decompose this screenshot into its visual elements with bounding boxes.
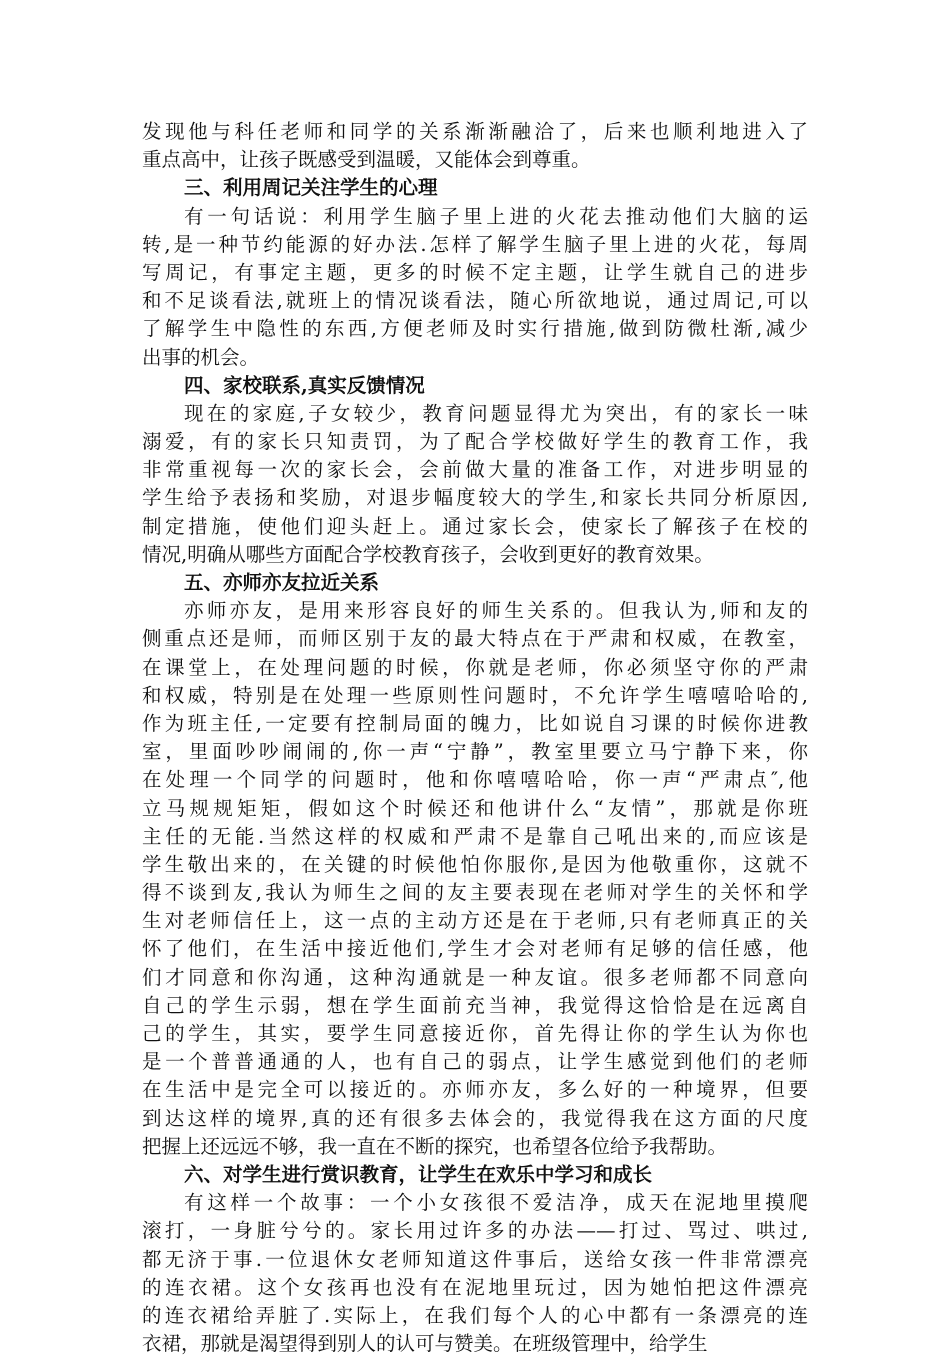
paragraph-line: 发现他与科任老师和同学的关系渐渐融洽了，后来也顺利地进入了	[142, 120, 808, 143]
paragraph-line: 在处理一个同学的问题时，他和你嘻嘻哈哈，你一声“严肃点″,他	[142, 768, 808, 792]
paragraph-line: 室，里面吵吵闹闹的,你一声“宁静”，教室里要立马宁静下来，你	[142, 740, 808, 764]
paragraph-line: 出事的机会。	[142, 345, 260, 369]
paragraph-line: 己的学生，其实，要学生同意接近你，首先得让你的学生认为你也	[142, 1022, 808, 1045]
paragraph-line: 学生敬出来的，在关键的时候他怕你服你,是因为他敬重你，这就不	[142, 852, 808, 876]
paragraph-line: 情况,明确从哪些方面配合学校教育孩子，会收到更好的教育效果。	[142, 542, 714, 566]
paragraph-line: 的连衣裙给弄脏了.实际上，在我们每个人的心中都有一条漂亮的连	[142, 1303, 808, 1327]
paragraph-line: 侧重点还是师，而师区别于友的最大特点在于严肃和权威，在教室，	[142, 627, 808, 651]
paragraph-line: 得不谈到友,我认为师生之间的友主要表现在老师对学生的关怀和学	[142, 881, 808, 905]
paragraph-line: 亦师亦友，是用来形容良好的师生关系的。但我认为,师和友的	[184, 599, 808, 623]
paragraph-line: 非常重视每一次的家长会，会前做大量的准备工作，对进步明显的	[142, 458, 808, 482]
paragraph-line: 了解学生中隐性的东西,方便老师及时实行措施,做到防微杜渐,减少	[142, 317, 808, 341]
paragraph-line: 作为班主任,一定要有控制局面的魄力，比如说自习课的时候你进教	[142, 711, 808, 735]
paragraph-line: 重点高中，让孩子既感受到温暖，又能体会到尊重。	[142, 148, 591, 172]
paragraph-line: 学生给予表扬和奖励，对退步幅度较大的学生,和家长共同分析原因,	[142, 486, 808, 510]
paragraph-line: 在生活中是完全可以接近的。亦师亦友，多么好的一种境界，但要	[142, 1078, 808, 1102]
paragraph-line: 制定措施，使他们迎头赶上。通过家长会，使家长了解孩子在校的	[142, 514, 808, 538]
paragraph-line: 是一个普普通通的人，也有自己的弱点，让学生感觉到他们的老师	[142, 1050, 808, 1074]
paragraph-line: 有一句话说：利用学生脑子里上进的火花去推动他们大脑的运	[184, 204, 808, 228]
paragraph-line: 自己的学生示弱，想在学生面前充当神，我觉得这恰恰是在远离自	[142, 993, 808, 1017]
paragraph-line: 生对老师信任上，这一点的主动方还是在于老师,只有老师真正的关	[142, 909, 808, 933]
document-page	[142, 118, 808, 1358]
paragraph-line: 现在的家庭,子女较少，教育问题显得尤为突出，有的家长一味	[184, 401, 808, 425]
paragraph-line: 转,是一种节约能源的好办法.怎样了解学生脑子里上进的火花，每周	[142, 232, 808, 256]
section-heading: 三、利用周记关注学生的心理	[184, 176, 438, 200]
section-heading: 五、亦师亦友拉近关系	[184, 571, 380, 594]
paragraph-line: 滚打，一身脏兮兮的。家长用过许多的办法——打过、骂过、哄过,	[142, 1219, 808, 1243]
paragraph-line: 的连衣裙。这个女孩再也没有在泥地里玩过，因为她怕把这件漂亮	[142, 1275, 808, 1299]
paragraph-line: 在课堂上，在处理问题的时候，你就是老师，你必须坚守你的严肃	[142, 655, 808, 679]
paragraph-line: 有这样一个故事：一个小女孩很不爱洁净，成天在泥地里摸爬	[184, 1191, 808, 1215]
paragraph-line: 怀了他们，在生活中接近他们,学生才会对老师有足够的信任感，他	[142, 937, 808, 961]
paragraph-line: 到达这样的境界,真的还有很多去体会的，我觉得我在这方面的尺度	[142, 1106, 808, 1130]
paragraph-line: 写周记，有事定主题，更多的时候不定主题，让学生就自己的进步	[142, 260, 808, 284]
section-heading: 六、对学生进行赏识教育，让学生在欢乐中学习和成长	[184, 1162, 653, 1186]
paragraph-line: 们才同意和你沟通，这种沟通就是一种友谊。很多老师都不同意向	[142, 965, 808, 989]
paragraph-line: 衣裙，那就是渴望得到别人的认可与赞美。在班级管理中，给学生	[142, 1332, 708, 1356]
paragraph-line: 和权威，特别是在处理一些原则性问题时，不允许学生嘻嘻哈哈的,	[142, 683, 808, 707]
paragraph-line: 和不足谈看法,就班上的情况谈看法，随心所欲地说，通过周记,可以	[142, 289, 808, 313]
paragraph-line: 主任的无能.当然这样的权威和严肃不是靠自己吼出来的,而应该是	[142, 824, 808, 848]
section-heading: 四、家校联系,真实反馈情况	[184, 373, 425, 397]
paragraph-line: 把握上还远远不够，我一直在不断的探究，也希望各位给予我帮助。	[142, 1134, 728, 1158]
paragraph-line: 溺爱，有的家长只知责罚，为了配合学校做好学生的教育工作，我	[142, 430, 808, 454]
paragraph-line: 都无济于事.一位退休女老师知道这件事后，送给女孩一件非常漂亮	[142, 1247, 808, 1271]
paragraph-line: 立马规规矩矩，假如这个时候还和他讲什么“友情”，那就是你班	[142, 796, 808, 820]
